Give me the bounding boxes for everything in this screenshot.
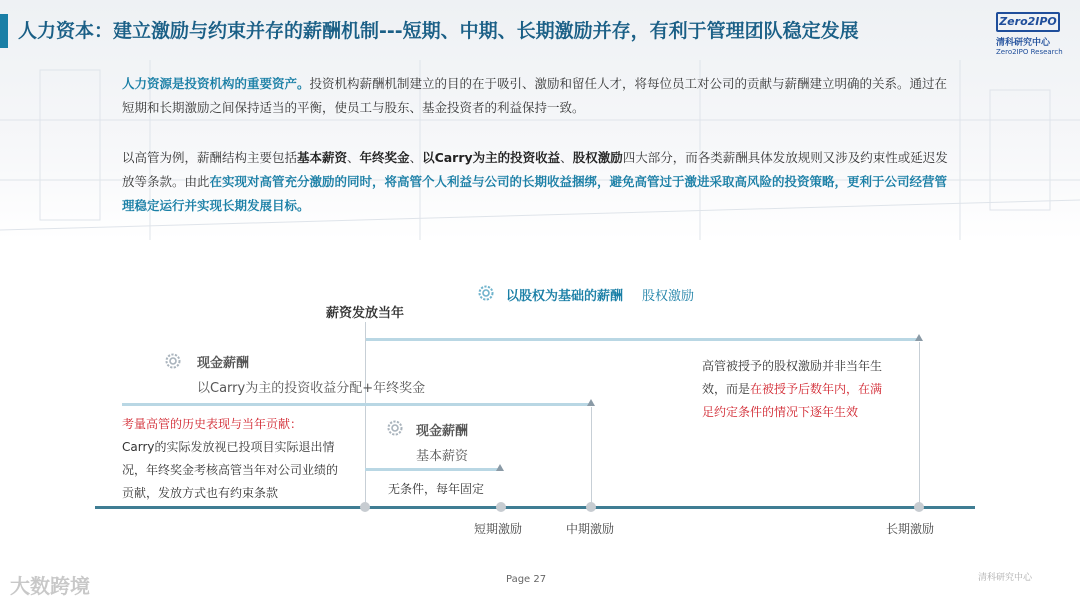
left-note (122, 413, 342, 505)
right-note-text: 高管被授予的股权激励并非当年生效，而是 (702, 359, 883, 396)
mid-term-span-line (122, 403, 592, 406)
logo-en-text: Zero2IPO Research (996, 48, 1063, 56)
pay-year-label: 薪资发放当年 (326, 306, 405, 321)
footer-brand: 清科研究中心 (978, 573, 1033, 583)
short-term-note: 无条件，每年固定 (388, 482, 485, 496)
logo-mark: Zero2IPO (996, 12, 1060, 32)
cash-short-title: 现金薪酬 (416, 424, 469, 439)
left-note-body: Carry的实际发放视已投项目实际退出情况，年终奖金考核高管当年对公司业绩的贡献，发放方式也有约束条款 (122, 440, 339, 500)
cash-mid-subtitle: 以Carry为主的投资收益分配+年终奖金 (197, 381, 426, 396)
p2-sep: 、 (347, 150, 360, 165)
p2-bold-base-salary: 基本薪资 (297, 150, 348, 165)
mid-term-arrow (587, 399, 595, 406)
timeline-dot (914, 502, 924, 512)
p2-sep: 、 (560, 150, 573, 165)
long-term-span-line (365, 338, 920, 341)
timeline-axis (95, 506, 975, 509)
p2-highlight: 在实现对高管充分激励的同时，将高管个人利益与公司的长期收益捆绑，避免高管过于激进采取高风险的投资策略，更利于公司经营管理稳定运行并实现长期发展目标。 (122, 174, 948, 213)
title-accent-bar (0, 14, 8, 48)
right-note-highlight: 在被授予后数年内，在满足约定条件的情况下逐年生效 (702, 382, 883, 419)
intro-paragraph-2 (122, 146, 952, 218)
p2-sep: 、 (409, 150, 423, 165)
intro-paragraph-1 (122, 72, 952, 120)
equity-subtitle: 股权激励 (642, 289, 695, 304)
brand-logo (996, 12, 1066, 56)
timeline-dot (496, 502, 506, 512)
timeline-dot (586, 502, 596, 512)
p2-bold-equity: 股权激励 (572, 150, 623, 165)
cash-short-subtitle: 基本薪资 (416, 449, 469, 464)
axis-label-short: 短期激励 (474, 522, 523, 536)
right-note (702, 355, 892, 424)
cash-mid-title: 现金薪酬 (197, 356, 250, 371)
pay-year-guide (365, 322, 366, 504)
p2-bold-bonus: 年终奖金 (359, 150, 410, 165)
left-note-title: 考量高管的历史表现与当年贡献： (122, 417, 303, 431)
watermark: 大数跨境 (10, 574, 90, 598)
equity-title: 以股权为基础的薪酬 (506, 289, 624, 304)
short-term-arrow (496, 464, 504, 471)
page-title: 人力资本：建立激励与约束并存的薪酬机制---短期、中期、长期激励并存，有利于管理团队稳定发展 (18, 20, 859, 42)
intro-highlight: 人力资源是投资机构的重要资产。 (122, 76, 310, 91)
axis-label-mid: 中期激励 (566, 522, 615, 536)
long-term-arrow (915, 334, 923, 341)
p2-text-c: 四大部分，而各类薪酬具体发放规则又涉及约束性或延迟发放等条款。由此 (122, 150, 948, 189)
p2-text-a: 以高管为例，薪酬结构主要包括 (122, 150, 298, 165)
gear-icon (476, 283, 496, 303)
long-term-guide (919, 342, 920, 504)
gear-icon (163, 351, 183, 371)
page-number: Page 27 (506, 574, 547, 585)
mid-term-guide (591, 407, 592, 504)
logo-cn-text: 清科研究中心 (996, 38, 1051, 48)
intro-text: 投资机构薪酬机制建立的目的在于吸引、激励和留任人才，将每位员工对公司的贡献与薪酬建立明确的关系。通过在短期和长期激励之间保持适当的平衡，使员工与股东、基金投资者的利益保持一致。 (122, 76, 948, 115)
gear-icon (385, 418, 405, 438)
short-term-span-line (365, 468, 501, 471)
timeline-dot (360, 502, 370, 512)
axis-label-long: 长期激励 (886, 522, 935, 536)
p2-bold-carry: 以Carry为主的投资收益 (422, 150, 561, 165)
